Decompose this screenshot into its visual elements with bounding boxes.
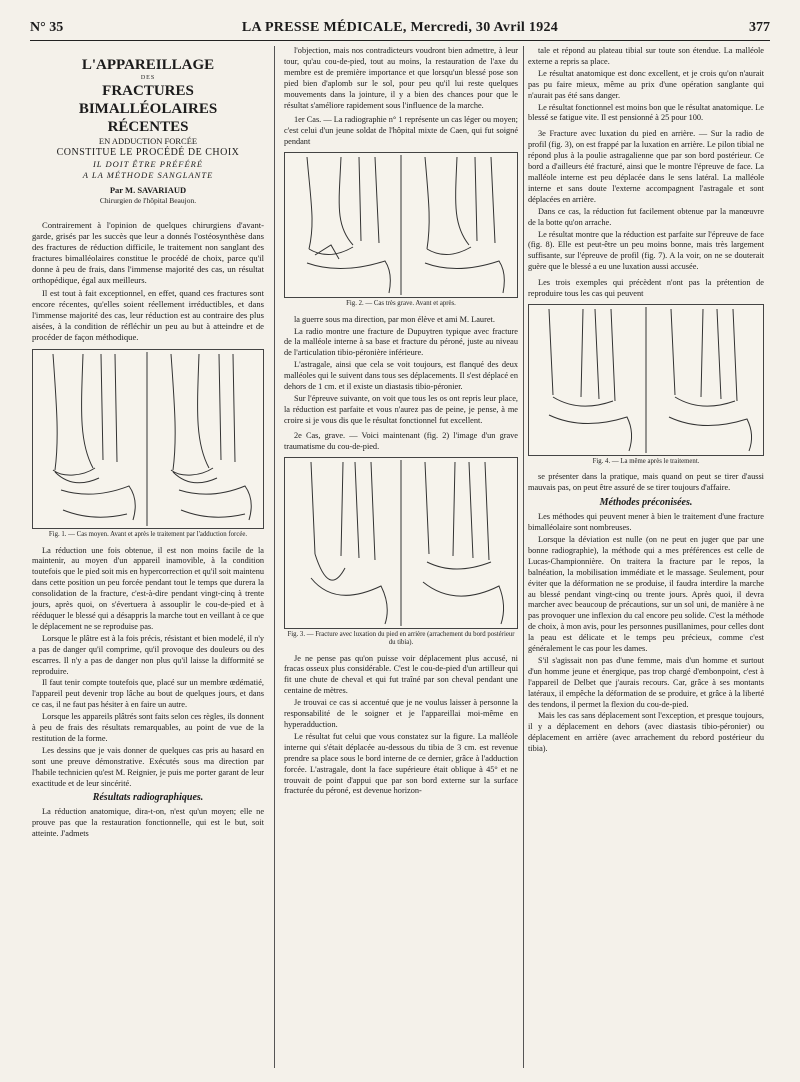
article-title: L'APPAREILLAGE [81,57,215,73]
paragraph: Les trois exemples qui précèdent n'ont pas la prétention de reproduire tous les cas qui peuvent [528,278,764,299]
paragraph: La radio montre une fracture de Dupuytren typique avec fracture de la malléole interne à sa base et fracture du péroné, juste au niveau de l'articulation tibio-péronière inférieure. [284,326,518,358]
figure-3-image [284,457,518,629]
article-title: FRACTURES BIMALLÉOLAIRES [78,83,218,117]
article-subtitle: IL DOIT ÊTRE PRÉFÉRÉ [92,159,204,169]
column-3 [528,46,764,756]
journal-title: LA PRESSE MÉDICALE, Mercredi, 30 Avril 1924 [241,20,559,35]
paragraph: Les méthodes qui peuvent mener à bien le traitement d'une fracture bimalléolaire sont nombreuses. [528,512,764,533]
article-title-des: DES [140,75,156,81]
section-heading: Résultats radiographiques. [92,792,204,804]
figure-2-caption: Fig. 2. — Cas très grave. Avant et après. [346,300,456,308]
paragraph: Le résultat fut celui que vous constatez sur la figure. La malléole interne qui s'était déplacée au-dessous du tibia de 3 cm. est revenue prendre sa place sous le bord interne de ce dernier, grâce à l'adduction forcée. L'astragale, dont la face supérieure était oblique à 45° et ne trouvait de point d'appui que par son bord externe sur la surface fracturée du péroné, est devenue horizon- [284,731,518,796]
paragraph: l'objection, mais nos contradicteurs voudront bien admettre, à leur tour, qu'au cou-de-pied, tout au moins, la restauration de l'axe du membre est de première importance et que lorsqu'un blessé pose son pied bien d'aplomb sur le sol, pour peu qu'il lui reste quelques mouvements dans la jointure, il y a bien des chances pour que le résultat s'améliore rapidement sous l'influence de la marche. [284,46,518,110]
figure-3-caption: Fig. 3. — Fracture avec luxation du pied en arrière (arrachement du bord postérieur du tibia). [287,630,515,647]
paragraph: Lorsque la déviation est nulle (on ne peut en juger que par une bonne radiographie), la méthode qui a mes préférences est celle de Lucas-Championnière. On traitera la fracture par le repos, la balnéation, la mobilisation immédiate et le massage. Seulement, pour éviter que la déformation ne se produise, il faudra interdire la marche au blessé pendant vingt-cinq ou trente jours. Après quoi, il devra marcher avec beaucoup de précautions, sur un sol uni, de manière à ne pas provoquer une inflexion du cal encore peu solide. C'est la méthode de choix, à mon avis, pour les personnes pusillanimes, pour celles dont la peau est délicate et le temps peu précieux, comme c'est généralement le cas pour les dames. [528,534,764,654]
header-rule [30,40,770,41]
figure-1-image [32,349,264,529]
article-subtitle: EN ADDUCTION FORCÉE [98,136,198,146]
paragraph: Lorsque le plâtre est à la fois précis, résistant et bien modelé, il n'y a pas de danger qu'il comprime, qu'il provoque des douleurs ou des escarres. Il n'y a pas de danger non plus qu'il laisse la difformité se reproduire. [32,633,264,676]
paragraph: La réduction anatomique, dira-t-on, n'est qu'un moyen; elle ne prouve pas que la restauration fonctionnelle, qui est le but, soit atteinte. J'admets [32,807,264,839]
paragraph: Mais les cas sans déplacement sont l'exception, et presque toujours, il y a déplacement en dehors (avec diastasis tibio-péronier) ou déplacement en arrière (avec arrachement du rebord postérieur du tibia). [528,711,764,754]
paragraph: Contrairement à l'opinion de quelques chirurgiens d'avant-garde, grisés par les succès que leur a donnés l'ostéosynthèse dans des fractures de réduction difficile, le traitement non sanglant des fractures bimalléolaires constitue le procédé de choix, parce qu'il donne à peu de frais, dans l'immense majorité des cas, un résultat orthopédique, égal aux meilleurs. [32,220,264,286]
paragraph: Dans ce cas, la réduction fut facilement obtenue par la manœuvre de la botte qu'on arrache. [528,206,764,227]
ankle-xray-drawing [285,458,517,628]
paragraph: se présenter dans la pratique, mais quand on peut se tirer d'aussi mauvais pas, on peut être assuré de se tirer toujours d'affaire. [528,472,764,493]
running-header [30,20,770,38]
article-subtitle: CONSTITUE LE PROCÉDÉ DE CHOIX [56,147,240,158]
paragraph: Lorsque les appareils plâtrés sont faits selon ces règles, ils donnent à peu de frais des résultats remarquables, au point de vue de la restitution de la forme. [32,712,264,743]
article-subtitle: A LA MÉTHODE SANGLANTE [82,170,214,180]
column-rule [274,46,275,1068]
column-rule [523,46,524,1068]
paragraph: L'astragale, ainsi que cela se voit toujours, est flanqué des deux malléoles qui le suivent dans tous ses déplacements. Il s'est déplacé en dehors de 1 cm. et il existe un diastasis tibio-péronier. [284,360,518,392]
figure-2-image [284,152,518,298]
figure-4-image [528,304,764,456]
paragraph: Le résultat montre que la réduction est parfaite sur l'épreuve de face (fig. 8). Elle est peut-être un peu moins bonne, mais très largement suffisante, sur l'épreuve de profil (fig. 7). A la voir, on ne se douterait guère que le blessé a eu une luxation aussi accusée. [528,229,764,272]
paragraph: Sur l'épreuve suivante, on voit que tous les os ont repris leur place, la réduction est parfaite et vous n'aurez pas de peine, je pense, à me croire si je vous dis que le résultat fonctionnel fut excellent. [284,394,518,425]
paragraph: La réduction une fois obtenue, il est non moins facile de la maintenir, au moyen d'un appareil inamovible, à la condition toutefois que le pied soit mis en hypercorrection et qu'il soit maintenu dans cette position un peu forcée pendant tout le temps que durera la consolidation de la fracture, c'est-à-dire pendant vingt-cinq à trente jours, après quoi, on s'évertuera à assouplir le cou-de-pied et à rééduquer le blessé qui a désappris la marche tout en veillant à ce que le déplacement ne se reproduise pas. [32,545,264,631]
paragraph: 2e Cas, grave. — Voici maintenant (fig. 2) l'image d'un grave traumatisme du cou-de-pied. [284,430,518,451]
paragraph: la guerre sous ma direction, par mon élève et ami M. Lauret. [294,314,495,324]
paragraph: 1er Cas. — La radiographie n° 1 représente un cas léger ou moyen; c'est celui d'un jeune soldat de l'hôpital mixte de Caen, qui fut soigné pendant [284,115,518,147]
paragraph: Je ne pense pas qu'on puisse voir déplacement plus accusé, ni fracas osseux plus considérable. C'est le cou-de-pied d'un artilleur qui fit une chute de cheval et qui fut traîné par son cheval pendant une centaine de mètres. [284,653,518,696]
ankle-xray-drawing [33,350,263,528]
paragraph: tale et répond au plateau tibial sur toute son étendue. La malléole externe a repris sa place. [528,46,764,66]
section-heading: Méthodes préconisées. [599,497,693,509]
paragraph: Je trouvai ce cas si accentué que je ne voulus laisser à personne la responsabilité de le soigner et je l'appareillai moi-même en hyperadduction. [284,698,518,729]
paragraph: S'il s'agissait non pas d'une femme, mais d'un homme et surtout d'un homme jeune et énergique, pas trop chargé d'embonpoint, c'est à l'appareil de Delbet que j'aurais recours. Car, grâce à ses montants latéraux, il empêche la déformation de se produire, et grâce à la liberté des tendons, il permet la flexion du cou-de-pied. [528,655,764,709]
paragraph: Le résultat fonctionnel est moins bon que le résultat anatomique. Le blessé se fatigue vite. Il est pensionné à 25 pour 100. [528,102,764,123]
author-affiliation: Chirurgien de l'hôpital Beaujon. [99,196,197,205]
paragraph: Les dessins que je vais donner de quelques cas pris au hasard en sont une preuve démonstrative. Exécutés sous ma direction par l'habile technicien qu'est M. Reignier, je puis me porter garant de leur exactitude et de leur sincérité. [32,745,264,788]
column-2 [284,46,518,798]
page-number: 377 [749,20,770,35]
paragraph: 3e Fracture avec luxation du pied en arrière. — Sur la radio de profil (fig. 3), on est frappé par la luxation en arrière. Le pilon tibial ne répond plus à la poulie astragalienne que par son bord postérieur. Ce bord a d'ailleurs été fracturé, ainsi que le montre l'épreuve de face. La malléole interne est peu déplacée dans le sens latéral. La malléole interne et sans doute l'externe accompagnent l'astragale et sont déplacées en arrière. [528,129,764,204]
column-1 [32,46,264,841]
paragraph: Le résultat anatomique est donc excellent, et je crois qu'on n'aurait pas pu faire mieux, même au prix d'une opération sanglante qui n'aurait pas été sans danger. [528,68,764,100]
paragraph: Il faut tenir compte toutefois que, placé sur un membre œdématié, l'appareil peut devenir trop lâche au bout de quelques jours, et dans ce cas, il ne faut pas hésiter à en faire un autre. [32,678,264,710]
ankle-xray-drawing [529,305,763,455]
article-title: RÉCENTES [107,119,189,135]
issue-number: N° 35 [30,20,64,35]
author: Par M. SAVARIAUD [109,185,187,195]
figure-1-caption: Fig. 1. — Cas moyen. Avant et après le traitement par l'adduction forcée. [48,531,248,539]
paragraph: Il est tout à fait exceptionnel, en effet, quand ces fractures sont encore récentes, qu'elles soient réellement irréductibles, et dans l'immense majorité des cas, leur réduction est au contraire des plus aisées, à la condition de réfléchir un peu au but à atteindre et de procéder de façon méthodique. [32,287,264,342]
figure-4-caption: Fig. 4. — La même après le traitement. [592,457,700,465]
ankle-xray-drawing [285,153,517,297]
